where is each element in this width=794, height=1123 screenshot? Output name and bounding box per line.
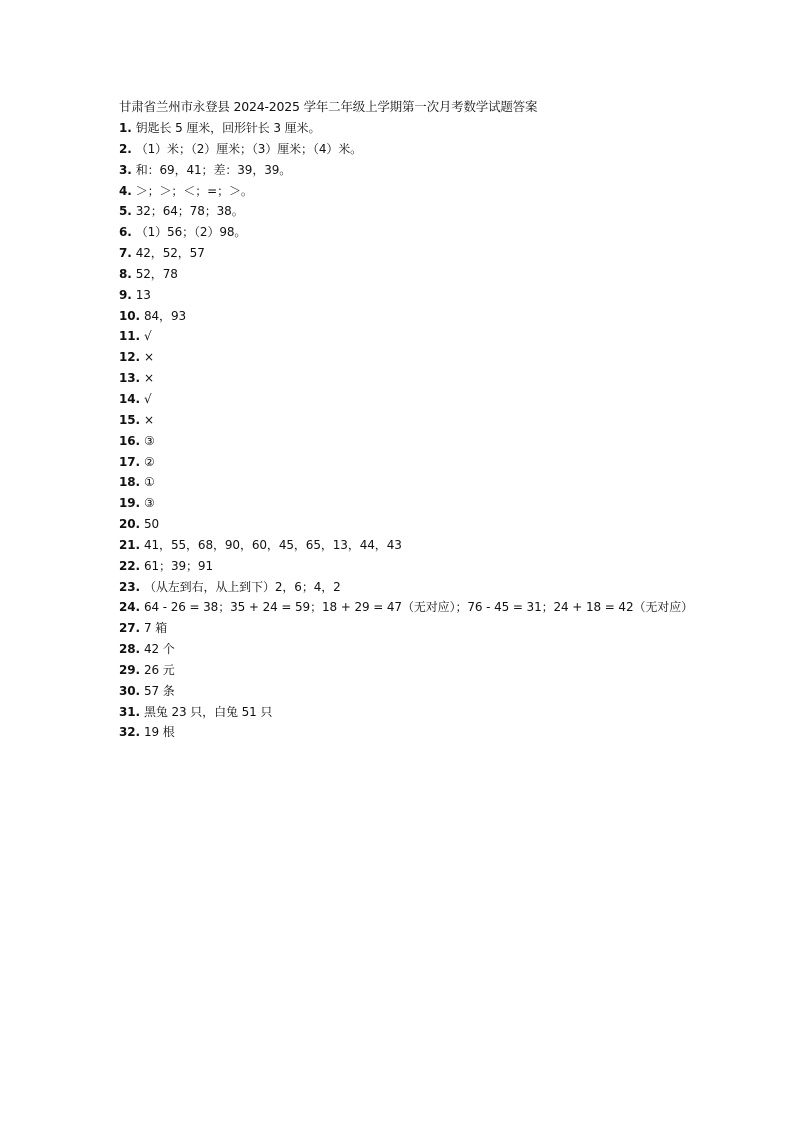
answer-number: 23. [119,579,140,594]
answer-number: 27. [119,621,140,636]
answer-line [119,639,693,660]
answer-text: × [143,412,154,427]
answer-text: × [143,371,154,386]
answer-line [119,431,693,452]
answer-number: 22. [119,558,140,573]
answer-line [119,702,693,723]
answer-number: 3. [119,162,132,177]
answer-number: 8. [119,266,132,281]
document-title: 甘肃省兰州市永登县 2024-2025 学年二年级上学期第一次月考数学试题答案 [119,99,538,114]
answer-line [119,201,693,222]
answer-number: 13. [119,371,140,386]
answer-text: ③ [143,433,155,448]
answer-text: √ [143,329,152,344]
answer-text: 61；39；91 [143,558,213,573]
answer-number: 16. [119,433,140,448]
answer-text: 84，93 [143,308,187,323]
answer-line [119,535,693,556]
answer-text: ① [143,475,155,490]
answer-number: 21. [119,537,140,552]
answer-number: 6. [119,225,132,240]
answer-line [119,514,693,535]
answer-text: 7 箱 [143,621,168,636]
answer-text: 和：69，41；差：39，39。 [135,162,292,177]
answer-text: 52，78 [135,266,178,281]
answer-line [119,618,693,639]
answer-text: （1）56；（2）98。 [135,225,247,240]
answer-number: 28. [119,642,140,657]
answer-line [119,285,693,306]
answer-text: （从左到右，从上到下）2，6；4，2 [143,579,341,594]
answer-text: √ [143,391,152,406]
answer-line [119,472,693,493]
answer-text: 64 - 26 = 38；35 + 24 = 59；18 + 29 = 47（无对应）；76 - 45 = 31；24 + 18 = 42（无对应） [143,600,694,615]
answer-text: ③ [143,496,155,511]
answer-number: 2. [119,141,132,156]
answer-line [119,556,693,577]
answer-number: 19. [119,496,140,511]
answer-text: × [143,350,154,365]
answer-line [119,368,693,389]
answer-line [119,326,693,347]
answer-line [119,243,693,264]
answer-number: 12. [119,350,140,365]
answer-line [119,181,693,202]
answer-line [119,452,693,473]
answer-line [119,306,693,327]
answer-line [119,160,693,181]
answer-line [119,577,693,598]
answer-text: ② [143,454,155,469]
answer-text: 26 元 [143,662,175,677]
answer-number: 18. [119,475,140,490]
answer-line [119,597,693,618]
answer-line [119,660,693,681]
answer-number: 1. [119,121,132,135]
answer-number: 7. [119,246,132,261]
answer-text: 41，55，68，90，60，45，65，13，44，43 [143,537,402,552]
answer-line [119,681,693,702]
answer-line [119,139,693,160]
answer-text: （1）米；（2）厘米；（3）厘米；（4）米。 [135,141,363,156]
answer-number: 15. [119,412,140,427]
answer-text: 42 个 [143,642,175,657]
answer-text: 13 [135,287,151,302]
answer-line [119,264,693,285]
answer-text: 57 条 [143,683,175,698]
answer-list [119,118,693,743]
answer-number: 11. [119,329,140,344]
answer-number: 30. [119,683,140,698]
answer-text: 19 根 [143,725,175,740]
answer-number: 20. [119,517,140,532]
answer-line [119,118,693,139]
answer-number: 10. [119,308,140,323]
answer-number: 17. [119,454,140,469]
answer-line [119,410,693,431]
answer-number: 14. [119,391,140,406]
answer-text: 钥匙长 5 厘米，回形针长 3 厘米。 [135,121,321,135]
answer-line [119,222,693,243]
answer-text: ＞；＞；＜；=；＞。 [135,183,253,198]
answer-number: 4. [119,183,132,198]
answer-text: 黑兔 23 只，白兔 51 只 [143,704,273,719]
answer-text: 42，52，57 [135,246,205,261]
answer-number: 9. [119,287,132,302]
answer-text: 50 [143,517,160,532]
answer-number: 29. [119,662,140,677]
answer-number: 5. [119,204,132,219]
answer-line [119,389,693,410]
answer-number: 31. [119,704,140,719]
answer-line [119,493,693,514]
answer-line [119,347,693,368]
answer-number: 32. [119,725,140,740]
answer-number: 24. [119,600,140,615]
answer-text: 32；64；78；38。 [135,204,244,219]
answer-line [119,722,693,743]
